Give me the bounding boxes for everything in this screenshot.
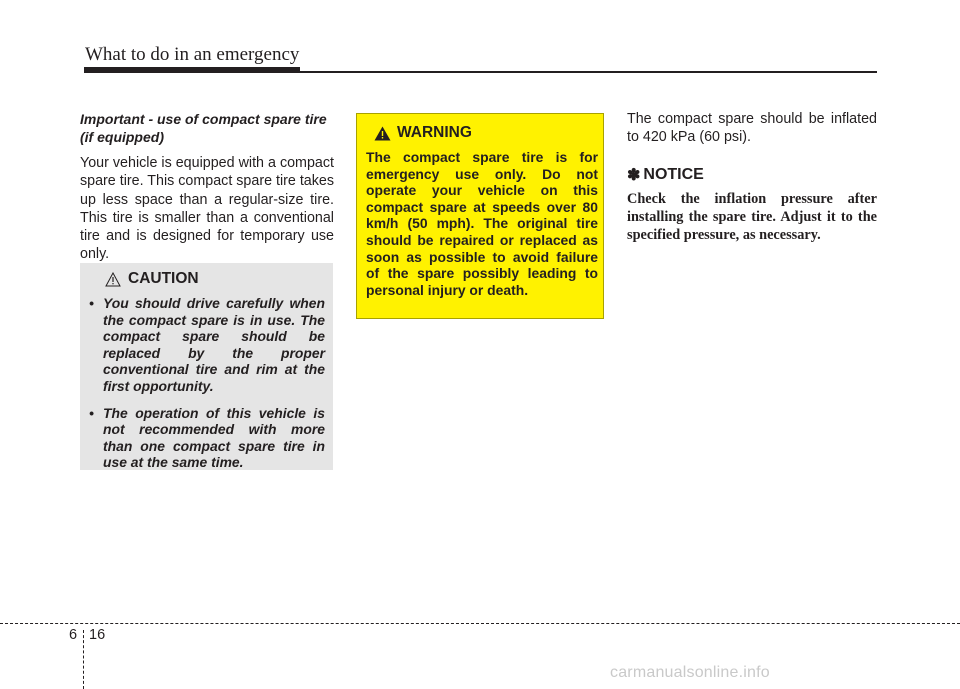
notice-title: NOTICE — [643, 165, 704, 183]
caution-header — [105, 270, 199, 288]
section-subheading: Important - use of compact spare tire (if equipped) — [80, 111, 327, 145]
bullet-icon: • — [89, 404, 94, 421]
caution-item — [89, 405, 325, 471]
compact-spare-section — [80, 110, 334, 264]
header-title: What to do in an emergency — [85, 44, 300, 65]
caution-item — [89, 295, 325, 395]
bullet-icon: • — [89, 295, 94, 311]
inflation-text: The compact spare should be inflated to 420 kPa (60 psi). — [627, 111, 877, 146]
notice-text: Check the inflation pressure after installing the spare tire. Adjust it to the specified pressure, as necessary. — [627, 190, 877, 244]
section-body: Your vehicle is equipped with a compact spare tire. This compact spare tire takes up less space than a regular-size tire. This tire is smaller than a conventional tire and is designed for temporary use only. — [80, 155, 335, 263]
caution-triangle-icon — [105, 272, 121, 287]
warning-text: The compact spare tire is for emergency use only. Do not operate your vehicle on this compact spare at speeds over 80 km/h (50 mph). The original tire should be repaired or replaced as soon as possible to avoid failure of the spare possibly leading to personal injury or death. — [366, 149, 598, 298]
footer-rule — [0, 623, 960, 624]
notice-header — [627, 165, 877, 185]
chapter-number: 6 — [69, 627, 78, 643]
inflation-section — [627, 110, 877, 244]
warning-triangle-icon — [374, 126, 391, 141]
warning-title: WARNING — [397, 124, 472, 141]
warning-box — [356, 113, 604, 319]
warning-header — [374, 124, 472, 142]
watermark: carmanualsonline.info — [610, 664, 770, 681]
notice-asterisk-icon: ✽ — [627, 166, 641, 184]
caution-item-text: You should drive carefully when the compact spare is in use. The compact spare should be replaced by the proper conventional tire and rim at the first opportunity. — [103, 295, 325, 394]
footer-divider — [83, 630, 84, 689]
caution-box — [80, 263, 333, 470]
header-rule — [84, 71, 877, 73]
caution-list — [89, 295, 325, 481]
page-number: 16 — [89, 627, 106, 643]
caution-item-text: The operation of this vehicle is not recommended with more than one compact spare tire in use at the same time. — [103, 404, 325, 471]
caution-title: CAUTION — [128, 270, 199, 287]
